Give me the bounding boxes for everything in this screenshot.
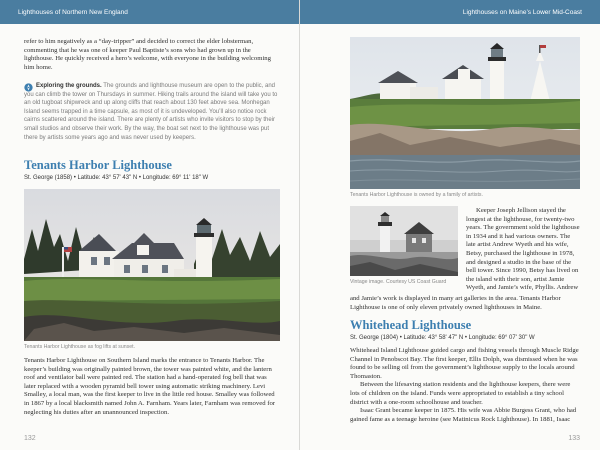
lighthouse-sunset-image — [24, 189, 280, 341]
right-page — [300, 0, 600, 450]
right-running-header — [300, 0, 600, 24]
wyeth-paragraph: Keeper Joseph Jellison stayed the longest at the lighthouse, for twenty-two years. The government sold the lighthouse in 1934 and it had various owners. The late artist Andrew Wyeth and his wife, Betsy, purchased the lighthouse in 1978, and designed a studio in the base of the bell tower. Since 1990, Betsy has lived on the island with their son, artist Jamie Wyeth, and Jamie’s wife, Phyllis. Andrew — [466, 207, 580, 292]
lighthouse-island-image — [350, 37, 580, 189]
whitehead-paragraph-3: Isaac Grant became keeper in 1875. His wife was Abbie Burgess Grant, who had gained fame as a teenage heroine (see Matinicus Rock Lighthouse). In 1881, Isaac — [350, 407, 577, 423]
right-header-title: Lighthouses on Maine’s Lower Mid-Coast — [462, 8, 582, 16]
left-running-header — [0, 0, 299, 24]
whitehead-paragraph-1: Whitehead Island Lighthouse guided cargo and fishing vessels through Muscle Ridge Channel in Penobscot Bay. The first keeper, Ellis Dolph, was dismissed when he was found to be selling oil from the government’s lighthouse supply to the locals around Thomaston. — [350, 347, 579, 380]
tip-box — [24, 82, 280, 142]
left-header-title: Lighthouses of Northern New England — [18, 8, 128, 16]
whitehead-paragraph-2: Between the lifesaving station residents and the lighthouse keepers, there were lots of children on the island. Funds were appropriated to establish a tiny school district with a one-room schoolhouse and teacher. — [350, 381, 571, 406]
intro-paragraph: refer to him negatively as a “day-tripper” and decided to correct the elder lobsterman, commenting that he was one of keeper Paul Baptiste’s sons who had grown up in the lighthouse. He quickly received a hero’s welcome, with everyone in the building welcoming him home. — [24, 38, 271, 71]
tip-paragraph — [24, 82, 280, 142]
tenants-harbor-sunset-photo — [24, 189, 280, 341]
tip-body: The grounds and lighthouse museum are open to the public, and you can climb the tower on Thursdays in summer. Hiking trails around the island will take you to an old tugboat shipwreck and up along cliffs that reach about 130 feet above sea. Monhegan Island seems trapped in a time capsule, as most of it is undeveloped. You’ll also notice rock cairns scattered around the island. There are plenty of artists who invite visitors to stop by their small studios and observe their work. By the way, the boat set next to the lighthouse was put there by artists some years ago and was never used by keepers. — [24, 83, 278, 141]
whitehead-body — [350, 347, 580, 424]
left-page-number: 132 — [24, 435, 36, 442]
section-title-tenants-harbor: Tenants Harbor Lighthouse — [24, 158, 172, 172]
section-meta-whitehead: St. George (1804) • Latitude: 43° 58' 47" N • Longitude: 69° 07' 30" W — [350, 335, 535, 341]
tenants-harbor-artists-photo — [350, 37, 580, 189]
tip-heading: Exploring the grounds. — [36, 83, 102, 89]
vintage-photo — [350, 206, 458, 276]
artists-photo-caption: Tenants Harbor Lighthouse is owned by a family of artists. — [350, 192, 483, 198]
vintage-lighthouse-image — [350, 206, 458, 276]
section-title-whitehead: Whitehead Lighthouse — [350, 318, 472, 332]
tenants-harbor-body: Tenants Harbor Lighthouse on Southern Island marks the entrance to Tenants Harbor. The keeper’s building was originally painted brown, the tower was painted white, and the lantern roof and ventilator ball were painted red. The station had a hand-operated fog bell that was later replaced with a wooden pyramid bell tower using automatic striking machinery. Levi Smalley, a local man, was the first keeper to live in the little red house. Smalley was followed in 1867 by a local blacksmith named John A. Farnham. Years later, Farnham was removed for neglecting his duties after an unannounced inspection. — [24, 357, 276, 416]
vintage-photo-caption: Vintage image. Courtesy US Coast Guard — [350, 279, 447, 285]
sunset-photo-caption: Tenants Harbor Lighthouse as fog lifts at sunset. — [24, 344, 136, 350]
compass-icon — [24, 83, 33, 92]
section-meta-tenants-harbor: St. George (1858) • Latitude: 43° 57' 43" N • Longitude: 69° 11' 18" W — [24, 175, 209, 181]
wyeth-paragraph-continued: and Jamie’s work is displayed in many art galleries in the area. Tenants Harbor Lighthouse is one of only eleven privately owned lighthouses in Maine. — [350, 295, 561, 311]
right-page-number: 133 — [568, 435, 580, 442]
